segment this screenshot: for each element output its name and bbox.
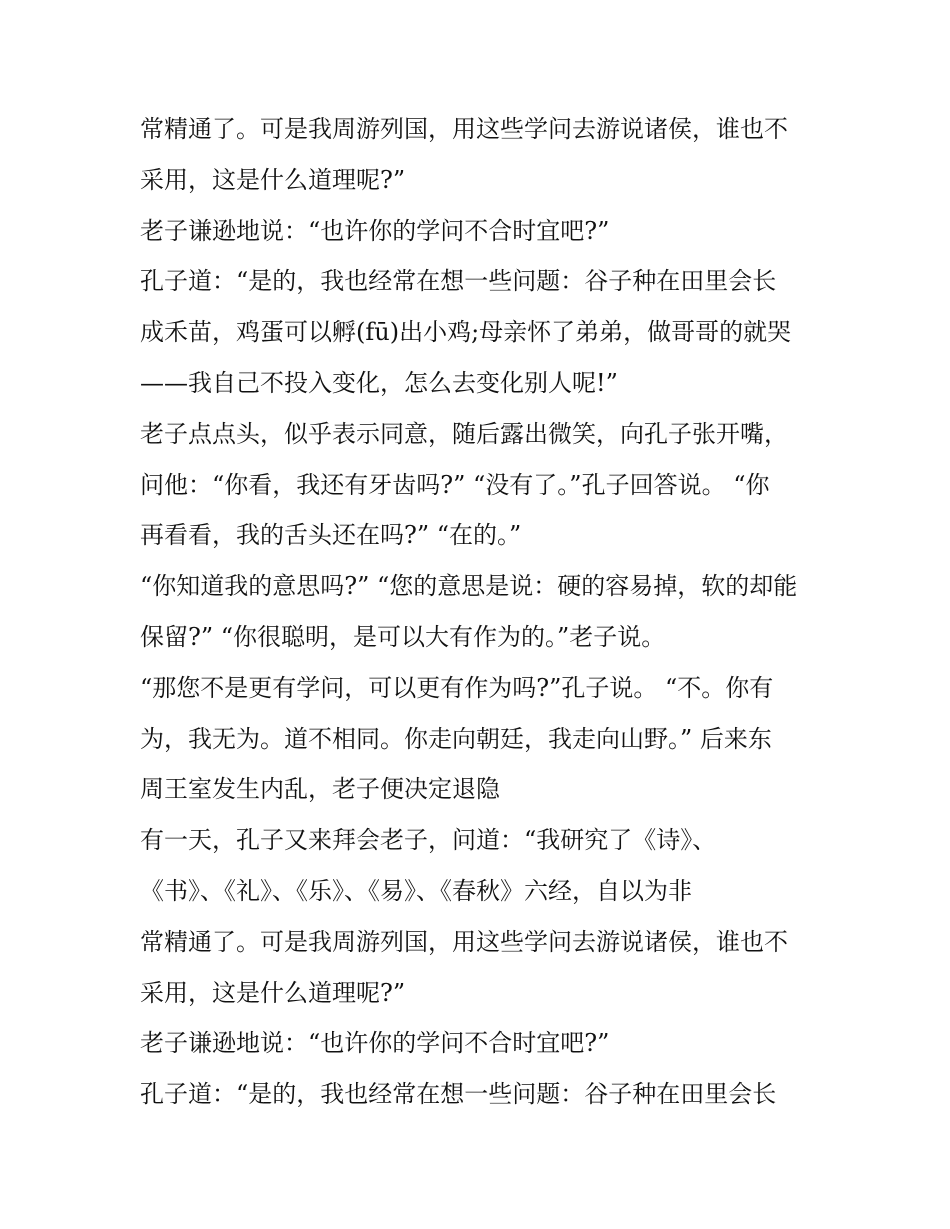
text-line: 老子谦逊地说：“也许你的学问不合时宜吧?”	[140, 1029, 610, 1058]
text-line: 《书》、《礼》、《乐》、《易》、《春秋》六经，自以为非	[140, 876, 692, 905]
text-line: ——我自己不投入变化，怎么去变化别人呢!”	[140, 368, 618, 397]
text-line: 周王室发生内乱，老子便决定退隐	[140, 775, 500, 804]
text-line: 孔子道：“是的，我也经常在想一些问题：谷子种在田里会长	[140, 267, 777, 296]
text-line: “那您不是更有学问，可以更有作为吗?”孔子说。 “不。你有	[140, 673, 774, 702]
text-line: 常精通了。可是我周游列国，用这些学问去游说诸侯，谁也不	[140, 115, 788, 143]
text-line: 再看看，我的舌头还在吗?” “在的。”	[140, 521, 522, 550]
text-line: 采用，这是什么道理呢?”	[140, 978, 406, 1007]
text-line: 采用，这是什么道理呢?”	[140, 165, 406, 194]
document-body	[140, 104, 820, 1120]
text-line: 保留?” “你很聪明，是可以大有作为的。”老子说。	[140, 622, 666, 651]
text-line: 有一天，孔子又来拜会老子，问道：“我研究了《诗》、	[140, 826, 717, 855]
text-line: 孔子道：“是的，我也经常在想一些问题：谷子种在田里会长	[140, 1080, 777, 1109]
text-line: 老子点点头，似乎表示同意，随后露出微笑，向孔子张开嘴，	[140, 419, 788, 448]
text-line: 成禾苗，鸡蛋可以孵(fū)出小鸡;母亲怀了弟弟，做哥哥的就哭	[140, 318, 792, 347]
text-line: 问他：“你看，我还有牙齿吗?” “没有了。”孔子回答说。 “你	[140, 470, 770, 499]
text-line: “你知道我的意思吗?” “您的意思是说：硬的容易掉，软的却能	[140, 572, 798, 601]
text-line: 老子谦逊地说：“也许你的学问不合时宜吧?”	[140, 216, 610, 245]
text-line: 为，我无为。道不相同。你走向朝廷，我走向山野。” 后来东	[140, 724, 772, 753]
text-line: 常精通了。可是我周游列国，用这些学问去游说诸侯，谁也不	[140, 927, 788, 956]
